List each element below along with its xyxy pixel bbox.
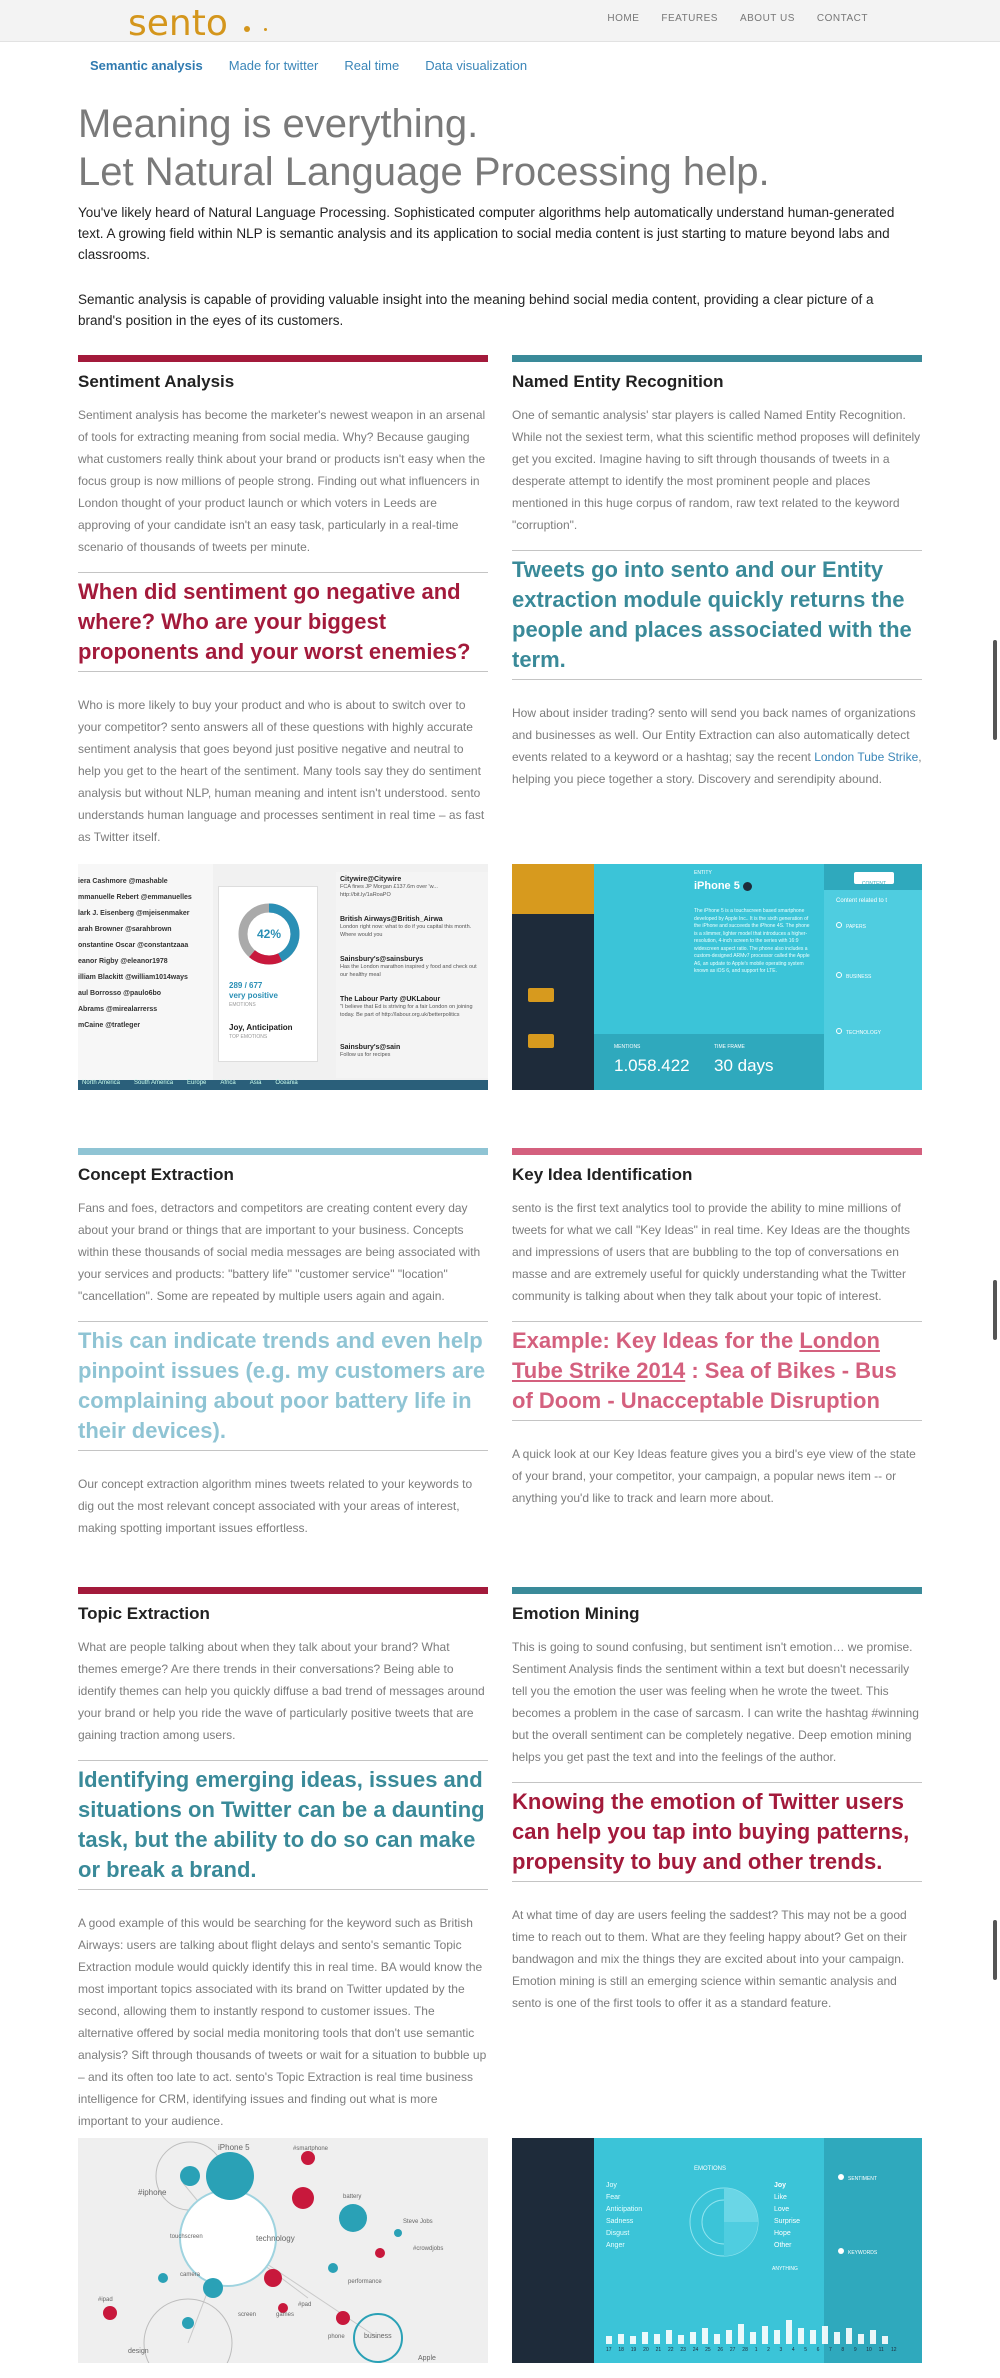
radio-icon: [838, 2174, 844, 2180]
donut-percentage: 42%: [256, 927, 282, 941]
bubble-label: business: [364, 2333, 392, 2340]
user-row: aul Borrosso @paulo6bo: [78, 990, 162, 997]
topic-bubble-screenshot: [78, 2138, 488, 2363]
emotion-item: Joy: [774, 2182, 787, 2189]
entity-sidebar: [512, 864, 594, 1090]
bubble-label: #pad: [298, 2302, 312, 2308]
bubble-label: #crowdjobs: [413, 2246, 444, 2252]
page-title-line2: Let Natural Language Processing help.: [78, 150, 770, 194]
region-tab[interactable]: Europe: [187, 1080, 207, 1086]
content-option-label: PAPERS: [846, 924, 866, 930]
day-label: 17: [606, 2347, 612, 2353]
tweet-text: Follow us for recipes: [340, 1052, 391, 1058]
section-bar: [512, 1587, 922, 1594]
region-tab[interactable]: South America: [134, 1080, 174, 1086]
section-callout: Knowing the emotion of Twitter users can help you tap into buying patterns, propensity to buy and other trends.: [512, 1782, 922, 1882]
emotion-item: Other: [774, 2242, 792, 2249]
content-caption: Content related to t: [836, 898, 888, 904]
london-tube-strike-link[interactable]: London Tube Strike: [814, 750, 919, 764]
region-tabs: [78, 1080, 488, 1090]
user-row: iera Cashmore @mashable: [78, 878, 168, 885]
day-label: 24: [692, 2347, 699, 2353]
concept-extraction-section: [78, 1148, 488, 1539]
content-option-label: TECHNOLOGY: [846, 1030, 882, 1036]
entity-caption: ENTITY: [694, 870, 712, 876]
day-label: 20: [643, 2347, 649, 2353]
logo-dots: [244, 19, 281, 37]
key-idea-identification-section: [512, 1148, 922, 1509]
tweet: [336, 872, 488, 912]
section-title: Topic Extraction: [78, 1604, 210, 1623]
content-option[interactable]: [836, 972, 871, 980]
sidebar-option[interactable]: [838, 2174, 877, 2182]
subnav-data-visualization[interactable]: Data visualization: [425, 58, 528, 73]
anything-caption: ANYTHING: [772, 2266, 798, 2272]
emotion-mining-section: [512, 1587, 922, 2014]
london-tube-strike-2014-link[interactable]: London Tube Strike 2014: [512, 1328, 880, 1383]
emotion-row: Fear: [606, 2194, 621, 2201]
page-title-line1: Meaning is everything.: [78, 102, 479, 146]
day-label: 3: [779, 2347, 783, 2353]
body-text: How about insider trading? sento will send you back names of organizations and businesses as well. Our Entity Extraction can also automatically detect events related to a keyword or a hashtag; say the recent: [512, 706, 916, 764]
section-bar: [512, 1148, 922, 1155]
day-label: 26: [717, 2347, 724, 2353]
section-bar: [78, 1148, 488, 1155]
bubble-label: #smartphone: [293, 2146, 329, 2152]
mentions-value: 1.058.422: [614, 1056, 690, 1075]
timeframe-caption: TIME FRAME: [714, 1044, 745, 1050]
bubble-label: touchscreen: [170, 2234, 203, 2240]
day-label: 2: [767, 2347, 770, 2353]
day-label: 27: [729, 2347, 736, 2353]
content-option[interactable]: [836, 1028, 881, 1036]
top-emotions-caption: TOP EMOTIONS: [229, 1034, 268, 1040]
day-label: 1: [754, 2347, 758, 2353]
day-label: 21: [655, 2347, 662, 2353]
user-row: illiam Blackitt @william1014ways: [78, 974, 188, 981]
tweet: [336, 1040, 488, 1070]
emotions-caption: EMOTIONS: [229, 1002, 256, 1008]
topic-extraction-section: [78, 1587, 488, 2132]
user-list: [78, 864, 213, 1090]
emotion-right-list: [774, 2182, 800, 2254]
section-body: Sentiment analysis has become the marketer's newest weapon in an arsenal of tools for extracting meaning from social media. Why? Because gauging what customers really think about your brand or products isn't easy when the focus group is now millions of people strong. Finding out what influencers in London thought of your product launch or which voters in Leeds are approving of your candidate isn't an easy task, particularly in a real-time scenario of thousands of tweets per minute.: [78, 408, 486, 554]
emotion-row: Disgust: [606, 2230, 630, 2237]
named-entity-recognition-section: [512, 355, 922, 790]
body-text: , helping you piece together a story. Discovery and serendipity abound.: [512, 750, 922, 786]
user-row: onstantine Oscar @constantzaaa: [78, 942, 189, 949]
mentions-caption: MENTIONS: [614, 1044, 641, 1050]
tweet-text: London right now: what to do if you capital this month. Where would you: [340, 924, 472, 938]
intro-paragraph-2: Semantic analysis is capable of providing valuable insight into the meaning behind social media content, providing a clear picture of a brand's position in the eyes of its customers.: [78, 292, 874, 328]
callout-text: Example: Key Ideas for the: [512, 1328, 800, 1353]
day-label: 4: [791, 2347, 795, 2353]
emotion-dashboard-screenshot: [512, 2138, 922, 2363]
sidebar-option-label: KEYWORDS: [848, 2250, 878, 2256]
tweet-text: Has the London marathon inspired y food and check out our healthy meal: [340, 964, 477, 978]
emotion-sidebar: [512, 2138, 594, 2363]
bubble-label: design: [128, 2348, 149, 2355]
section-body: What are people talking about when they talk about your brand? What themes emerge? Are there trends in their conversations? Being able to identify themes can help you quickly diffuse a bad trend of messages around your brand or help you ride the wave of particularly positive tweets that are gaining traction among users.: [78, 1640, 485, 1742]
day-label: 18: [618, 2347, 624, 2353]
tweet-user: Sainsbury's@sainsburys: [340, 956, 424, 963]
emotion-item: Hope: [774, 2230, 791, 2237]
top-bar: [0, 0, 1000, 42]
entity-name-text: iPhone 5: [694, 880, 740, 892]
day-label: 23: [680, 2347, 686, 2353]
section-body: sento is the first text analytics tool to provide the ability to mine millions of tweets for what we call "Key Ideas" in real time. Key Ideas are the thoughts and impressions of users that are bubbling to the top of conversations en masse and are extremely useful for quickly understanding what the Twitter community is talking about when they talk about your topic of interest.: [512, 1201, 911, 1303]
day-label: 11: [878, 2347, 884, 2353]
section-title: Concept Extraction: [78, 1165, 234, 1184]
sidebar-tag: [528, 988, 554, 1002]
tweet: [336, 912, 488, 952]
bubble-label: Apple: [418, 2355, 436, 2362]
subnav-semantic-analysis[interactable]: Semantic analysis: [90, 58, 203, 73]
entity-detail: [594, 864, 824, 1090]
emotion-timeline-bars: [602, 2310, 922, 2350]
intro-paragraph-1: You've likely heard of Natural Language Processing. Sophisticated computer algorithms help automatically understand human-generated text. A growing field within NLP is semantic analysis and its application to social media content is just starting to mature beyond labs and classrooms.: [78, 205, 895, 262]
sento-logo[interactable]: sento: [128, 3, 228, 44]
day-label: 19: [630, 2347, 637, 2353]
bubble-label: performance: [348, 2279, 382, 2285]
region-tab[interactable]: Africa: [220, 1080, 236, 1086]
callout-text: : Sea of Bikes - Bus of Doom - Unacceptable Disruption: [512, 1358, 897, 1413]
section-body-2: A quick look at our Key Ideas feature gives you a bird's eye view of the state of your brand, your competitor, your campaign, a popular news item -- or anything you'd like to track and learn more about.: [512, 1447, 916, 1505]
feature-subnav: [90, 58, 527, 73]
section-body: Fans and foes, detractors and competitors are creating content every day about your brand or things that are important to your business. Concepts within these thousands of social media messages are being associated with your services and products: "battery life" "customer service" "location" "cancellation". Some are repeated by multiple users again and again.: [78, 1201, 481, 1303]
section-body-2: Our concept extraction algorithm mines tweets related to your keywords to dig out the most relevant concept associated with your areas of interest, making spotting important issues effortless.: [78, 1477, 473, 1535]
section-body: One of semantic analysis' star players is called Named Entity Recognition. While not the sexiest term, what this scientific method proposes will definitely get you excited. Imagine having to sift through thousands of tweets in a desperate attempt to identify the most prominent people and places mentioned in this huge corpus of random, raw text related to the keyword "corruption".: [512, 408, 921, 532]
tweet-list: [336, 872, 488, 1078]
topic-bubble-chart: [78, 2138, 488, 2363]
section-body-2: At what time of day are users feeling the saddest? This may not be a good time to reach out to them. What are they feeling happy about? Get on their bandwagon and mix the things they are excited about into your campaign. Emotion mining is still an emerging science within semantic analysis and sento is one of the first tools to offer it as a standard feature.: [512, 1908, 907, 2010]
bubble-label: technology: [256, 2234, 295, 2243]
day-label: 10: [866, 2347, 872, 2353]
section-callout: Identifying emerging ideas, issues and situations on Twitter can be a daunting task, but the ability to do so can make or break a brand.: [78, 1760, 488, 1890]
day-label: 12: [890, 2347, 897, 2353]
scrollbar-thumb[interactable]: [993, 1920, 997, 1980]
tweet-user: British Airways@British_Airwa: [340, 916, 443, 923]
user-row: mCaine @tratleger: [78, 1022, 141, 1029]
section-callout: This can indicate trends and even help pinpoint issues (e.g. my customers are complaining about poor battery life in their devices).: [78, 1321, 488, 1451]
section-bar: [512, 355, 922, 362]
bubble-label: battery: [343, 2194, 362, 2200]
content-option-label: BUSINESS: [846, 974, 872, 980]
subnav-made-for-twitter[interactable]: Made for twitter: [228, 58, 319, 73]
radio-icon: [836, 1028, 842, 1034]
tweet: [336, 992, 488, 1040]
section-body: This is going to sound confusing, but sentiment isn't emotion… we promise. Sentiment Analysis finds the sentiment within a text but doesn't necessarily tell you the emotion the user was feeling when he wrote the tweet. This becomes a problem in the case of sarcasm. I can write the hashtag #winning but the overall sentiment can be completely negative. Deep emotion mining helps you get past the text and into the feelings of the author.: [512, 1640, 919, 1764]
subnav-real-time[interactable]: Real time: [344, 58, 400, 73]
entity-description: The iPhone 5 is a touchscreen based smartphone developed by Apple Inc.. It is the sixth generation of the iPhone and succeeds the iPhone 4S. The phone is a slimmer, lighter model that introduces a higher-resolution, 4-inch screen to the series with 16:9 widescreen aspect ratio. The phone also includes a custom-designed ARMv7 processor called the Apple A6, an update to Apple's mobile operating system known as iOS 6, and support for LTE.: [694, 908, 810, 974]
user-row: Abrams @mirealarrerss: [78, 1006, 158, 1013]
bubble-label: screen: [238, 2312, 257, 2318]
section-callout: [512, 1321, 922, 1421]
section-title: Key Idea Identification: [512, 1165, 693, 1184]
entity-dashboard-screenshot: [512, 864, 922, 1090]
tweet-text: FCA fines JP Morgan £137.6m over 'w... http://bit.ly/1aRoaPO: [340, 884, 438, 898]
scrollbar-thumb[interactable]: [993, 640, 997, 740]
section-body-2: Who is more likely to buy your product and who is about to switch over to your competitor? sento answers all of these questions with highly accurate sentiment analysis that goes beyond just positive negative and neutral to help you get to the heart of the sentiment. Many tools say they do sentiment analysis but without NLP, human meaning and intent isn't understood. sento understands human language and processes sentiment in real time – as fast as Twitter itself.: [78, 698, 485, 844]
sidebar-accent: [512, 864, 594, 914]
user-row: eanor Rigby @eleanor1978: [78, 958, 168, 965]
sidebar-option-label: SENTIMENT: [848, 2176, 877, 2182]
bubble-label: #iphone: [138, 2188, 167, 2197]
day-label: 9: [853, 2347, 857, 2353]
section-title: Sentiment Analysis: [78, 372, 235, 391]
positive-label: very positive: [229, 991, 278, 1000]
content-tab-label: CONTENT: [861, 881, 887, 887]
day-label: 5: [804, 2347, 808, 2353]
sentiment-analysis-section: [78, 355, 488, 848]
radio-icon: [838, 2248, 844, 2254]
emotion-item: Like: [774, 2194, 787, 2201]
section-callout: When did sentiment go negative and where? Who are your biggest proponents and your worst enemies?: [78, 572, 488, 672]
content-tab[interactable]: [854, 872, 894, 887]
emotion-row: Sadness: [606, 2218, 634, 2225]
positive-count: 289 / 677: [229, 981, 263, 990]
scrollbar-thumb[interactable]: [993, 1280, 997, 1340]
page-title: [78, 100, 770, 196]
tweet: [336, 952, 488, 992]
tweet-text: "I believe that Ed is striving for a fair London on joining today. Be part of http://labour.org.uk/betterpolitics: [340, 1004, 473, 1018]
sidebar-option[interactable]: [838, 2248, 877, 2256]
main-nav: [607, 13, 868, 24]
day-label: 22: [667, 2347, 674, 2353]
tweet-user: Citywire@Citywire: [340, 876, 402, 883]
user-row: arah Browner @sarahbrown: [78, 926, 172, 933]
region-tab[interactable]: Oceania: [275, 1080, 298, 1086]
day-label: 25: [705, 2347, 711, 2353]
emotion-item: Love: [774, 2206, 790, 2213]
day-label: 7: [829, 2347, 832, 2353]
top-emotion: Joy, Anticipation: [229, 1023, 293, 1032]
emotion-row: Anger: [606, 2242, 625, 2249]
content-option[interactable]: [836, 922, 866, 930]
section-body-2: [512, 702, 922, 790]
nav-home[interactable]: HOME: [607, 13, 640, 24]
user-row: lark J. Eisenberg @mjeisenmaker: [78, 910, 190, 917]
emotion-legend: [606, 2182, 642, 2254]
twitter-icon: [743, 882, 752, 891]
section-bar: [78, 355, 488, 362]
day-label: 28: [742, 2347, 748, 2353]
emotion-row: Anticipation: [606, 2206, 643, 2213]
sentiment-dashboard-screenshot: [78, 864, 488, 1090]
day-label: 8: [841, 2347, 845, 2353]
timeframe-value: 30 days: [714, 1056, 774, 1075]
entity-name: [694, 880, 752, 892]
bubble-label: #ipad: [98, 2297, 113, 2303]
bubble-label: iPhone 5: [218, 2143, 250, 2152]
bubble-label: Steve Jobs: [403, 2219, 433, 2225]
radio-icon: [836, 972, 842, 978]
tweet-user: Sainsbury's@sain: [340, 1044, 401, 1051]
emotion-row: Joy: [606, 2182, 617, 2189]
emotion-item: Surprise: [774, 2218, 801, 2225]
nav-features[interactable]: FEATURES: [661, 13, 718, 24]
region-tab[interactable]: Asia: [249, 1080, 262, 1086]
section-title: Emotion Mining: [512, 1604, 640, 1623]
emotion-radial-chart: [684, 2182, 764, 2262]
emotions-title: EMOTIONS: [694, 2166, 727, 2172]
section-title: Named Entity Recognition: [512, 372, 724, 391]
section-bar: [78, 1587, 488, 1594]
tweet-user: The Labour Party @UKLabour: [340, 996, 441, 1003]
nav-about-us[interactable]: ABOUT US: [739, 13, 795, 24]
timeline-day-labels: [606, 2347, 922, 2353]
bubble-label: phone: [328, 2334, 345, 2340]
day-label: 6: [816, 2347, 820, 2353]
user-row: mmanuelle Rebert @emmanuelles: [78, 894, 192, 901]
section-body-2: A good example of this would be searching for the keyword such as British Airways: users are talking about flight delays and sento's semantic Topic Extraction module would quickly identify this in real time. BA would know the most important topics associated with its brand on Twitter updated by the second, allowing them to instantly respond to customer issues. The alternative offered by social media monitoring tools that don't use semantic analysis? Sift through thousands of tweets or wait for a situation to bubble up – and its often too late to act. sento's Topic Extraction is real time business intelligence for CRM, identifying issues and finding out what is more important to your audience.: [78, 1916, 487, 2128]
content-panel: [824, 864, 922, 1090]
nav-contact[interactable]: CONTACT: [816, 13, 868, 24]
sidebar-tag: [528, 1034, 554, 1048]
sentiment-card: [218, 886, 318, 1062]
bubble-label: games: [276, 2312, 295, 2318]
region-tab[interactable]: North America: [82, 1080, 121, 1086]
section-callout: Tweets go into sento and our Entity extraction module quickly returns the people and places associated with the term.: [512, 550, 922, 680]
bubble-label: camera: [180, 2272, 201, 2278]
radio-icon: [836, 922, 842, 928]
